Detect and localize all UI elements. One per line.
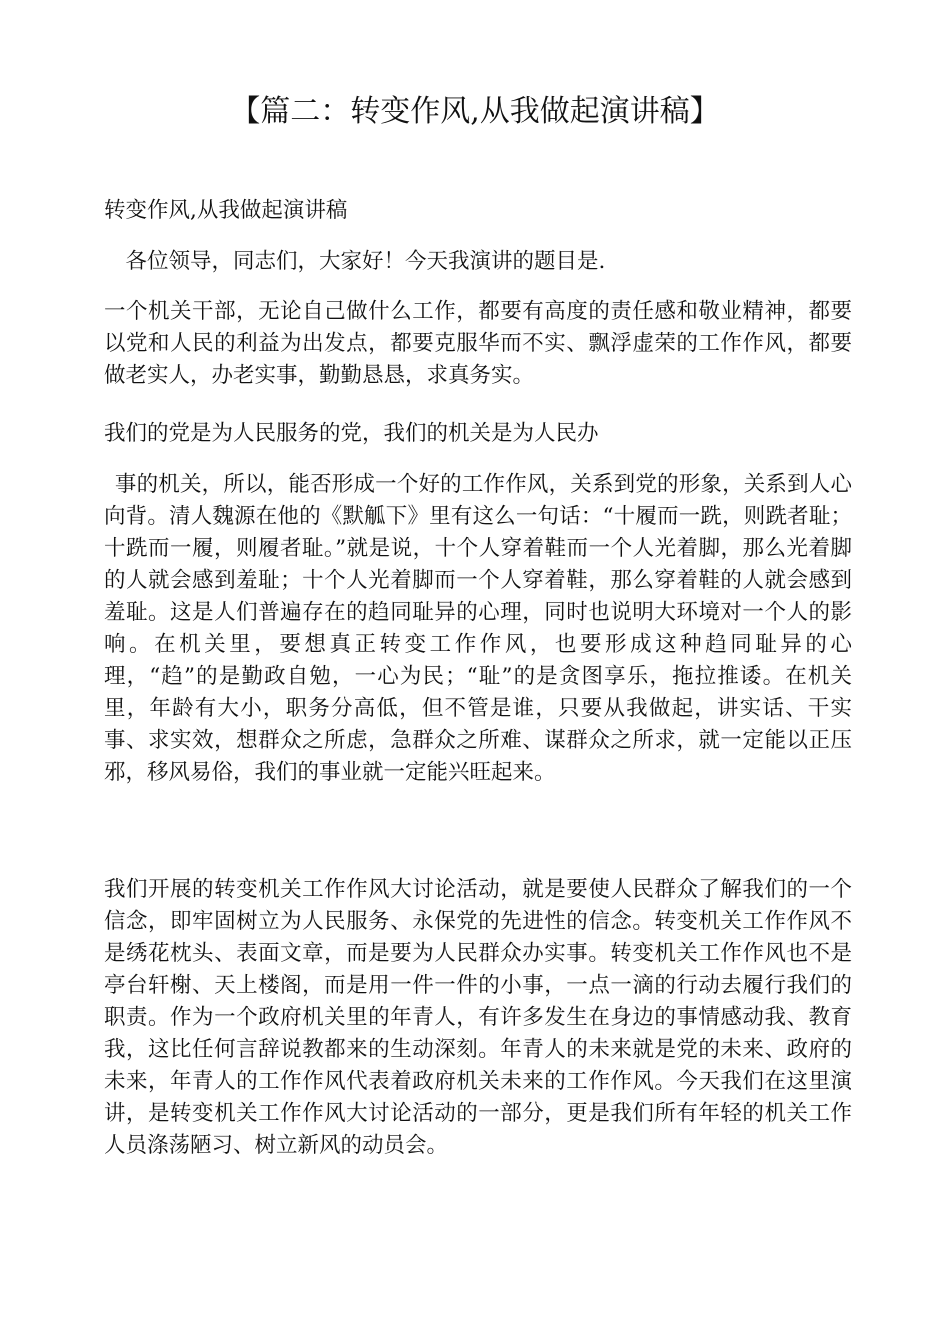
paragraph-text: 事的机关，所以，能否形成一个好的工作作风，关系到党的形象，关系到人心向背。清人魏源在他的《默觚下》里有这么一句话：“十履而一跣，则跣者耻；十跣而一履，则履者耻。”就是说，十个人穿着鞋而一个人光着脚，那么光着脚的人就会感到羞耻；十个人光着脚而一个人穿着鞋，那么穿着鞋的人就会感到羞耻。这是人们普遍存在的趋同耻异的心理，同时也说明大环境对一个人的影响。在机关里，要想真正转变工作作风，也要形成这种趋同耻异的心理，“趋”的是勤政自勉，一心为民；“耻”的是贪图享乐，拖拉推诿。在机关里，年龄有大小，职务分高低，但不管是谁，只要从我做起，讲实话、干实事、求实效，想群众之所虑，急群众之所难、谋群众之所求，就一定能以正压邪，移风易俗，我们的事业就一定能兴旺起来。 (104, 472, 852, 785)
greeting-text: 各位领导，同志们，大家好！今天我演讲的题目是. (125, 249, 606, 274)
paragraph: 我们的党是为人民服务的党，我们的机关是为人民办 (104, 421, 599, 446)
greeting-line (104, 246, 852, 278)
speech-subtitle: 转变作风,从我做起演讲稿 (104, 198, 348, 223)
paragraph: 一个机关干部，无论自己做什么工作，都要有高度的责任感和敬业精神，都要以党和人民的利益为出发点，都要克服华而不实、飘浮虚荣的工作作风，都要做老实人，办老实事，勤勤恳恳，求真务实。 (104, 299, 852, 388)
paragraph: 我们开展的转变机关工作作风大讨论活动，就是要使人民群众了解我们的一个信念，即牢固树立为人民服务、永保党的先进性的信念。转变机关工作作风不是绣花枕头、表面文章，而是要为人民群众办实事。转变机关工作作风也不是亭台轩榭、天上楼阁，而是用一件一件的小事，一点一滴的行动去履行我们的职责。作为一个政府机关里的年青人，有许多发生在身边的事情感动我、教育我，这比任何言辞说教都来的生动深刻。年青人的未来就是党的未来、政府的未来，年青人的工作作风代表着政府机关未来的工作作风。今天我们在这里演讲，是转变机关工作作风大讨论活动的一部分，更是我们所有年轻的机关工作人员涤荡陋习、树立新风的动员会。 (104, 877, 852, 1158)
paragraph (104, 469, 852, 789)
document-title: 【篇二：转变作风,从我做起演讲稿】 (230, 94, 720, 129)
